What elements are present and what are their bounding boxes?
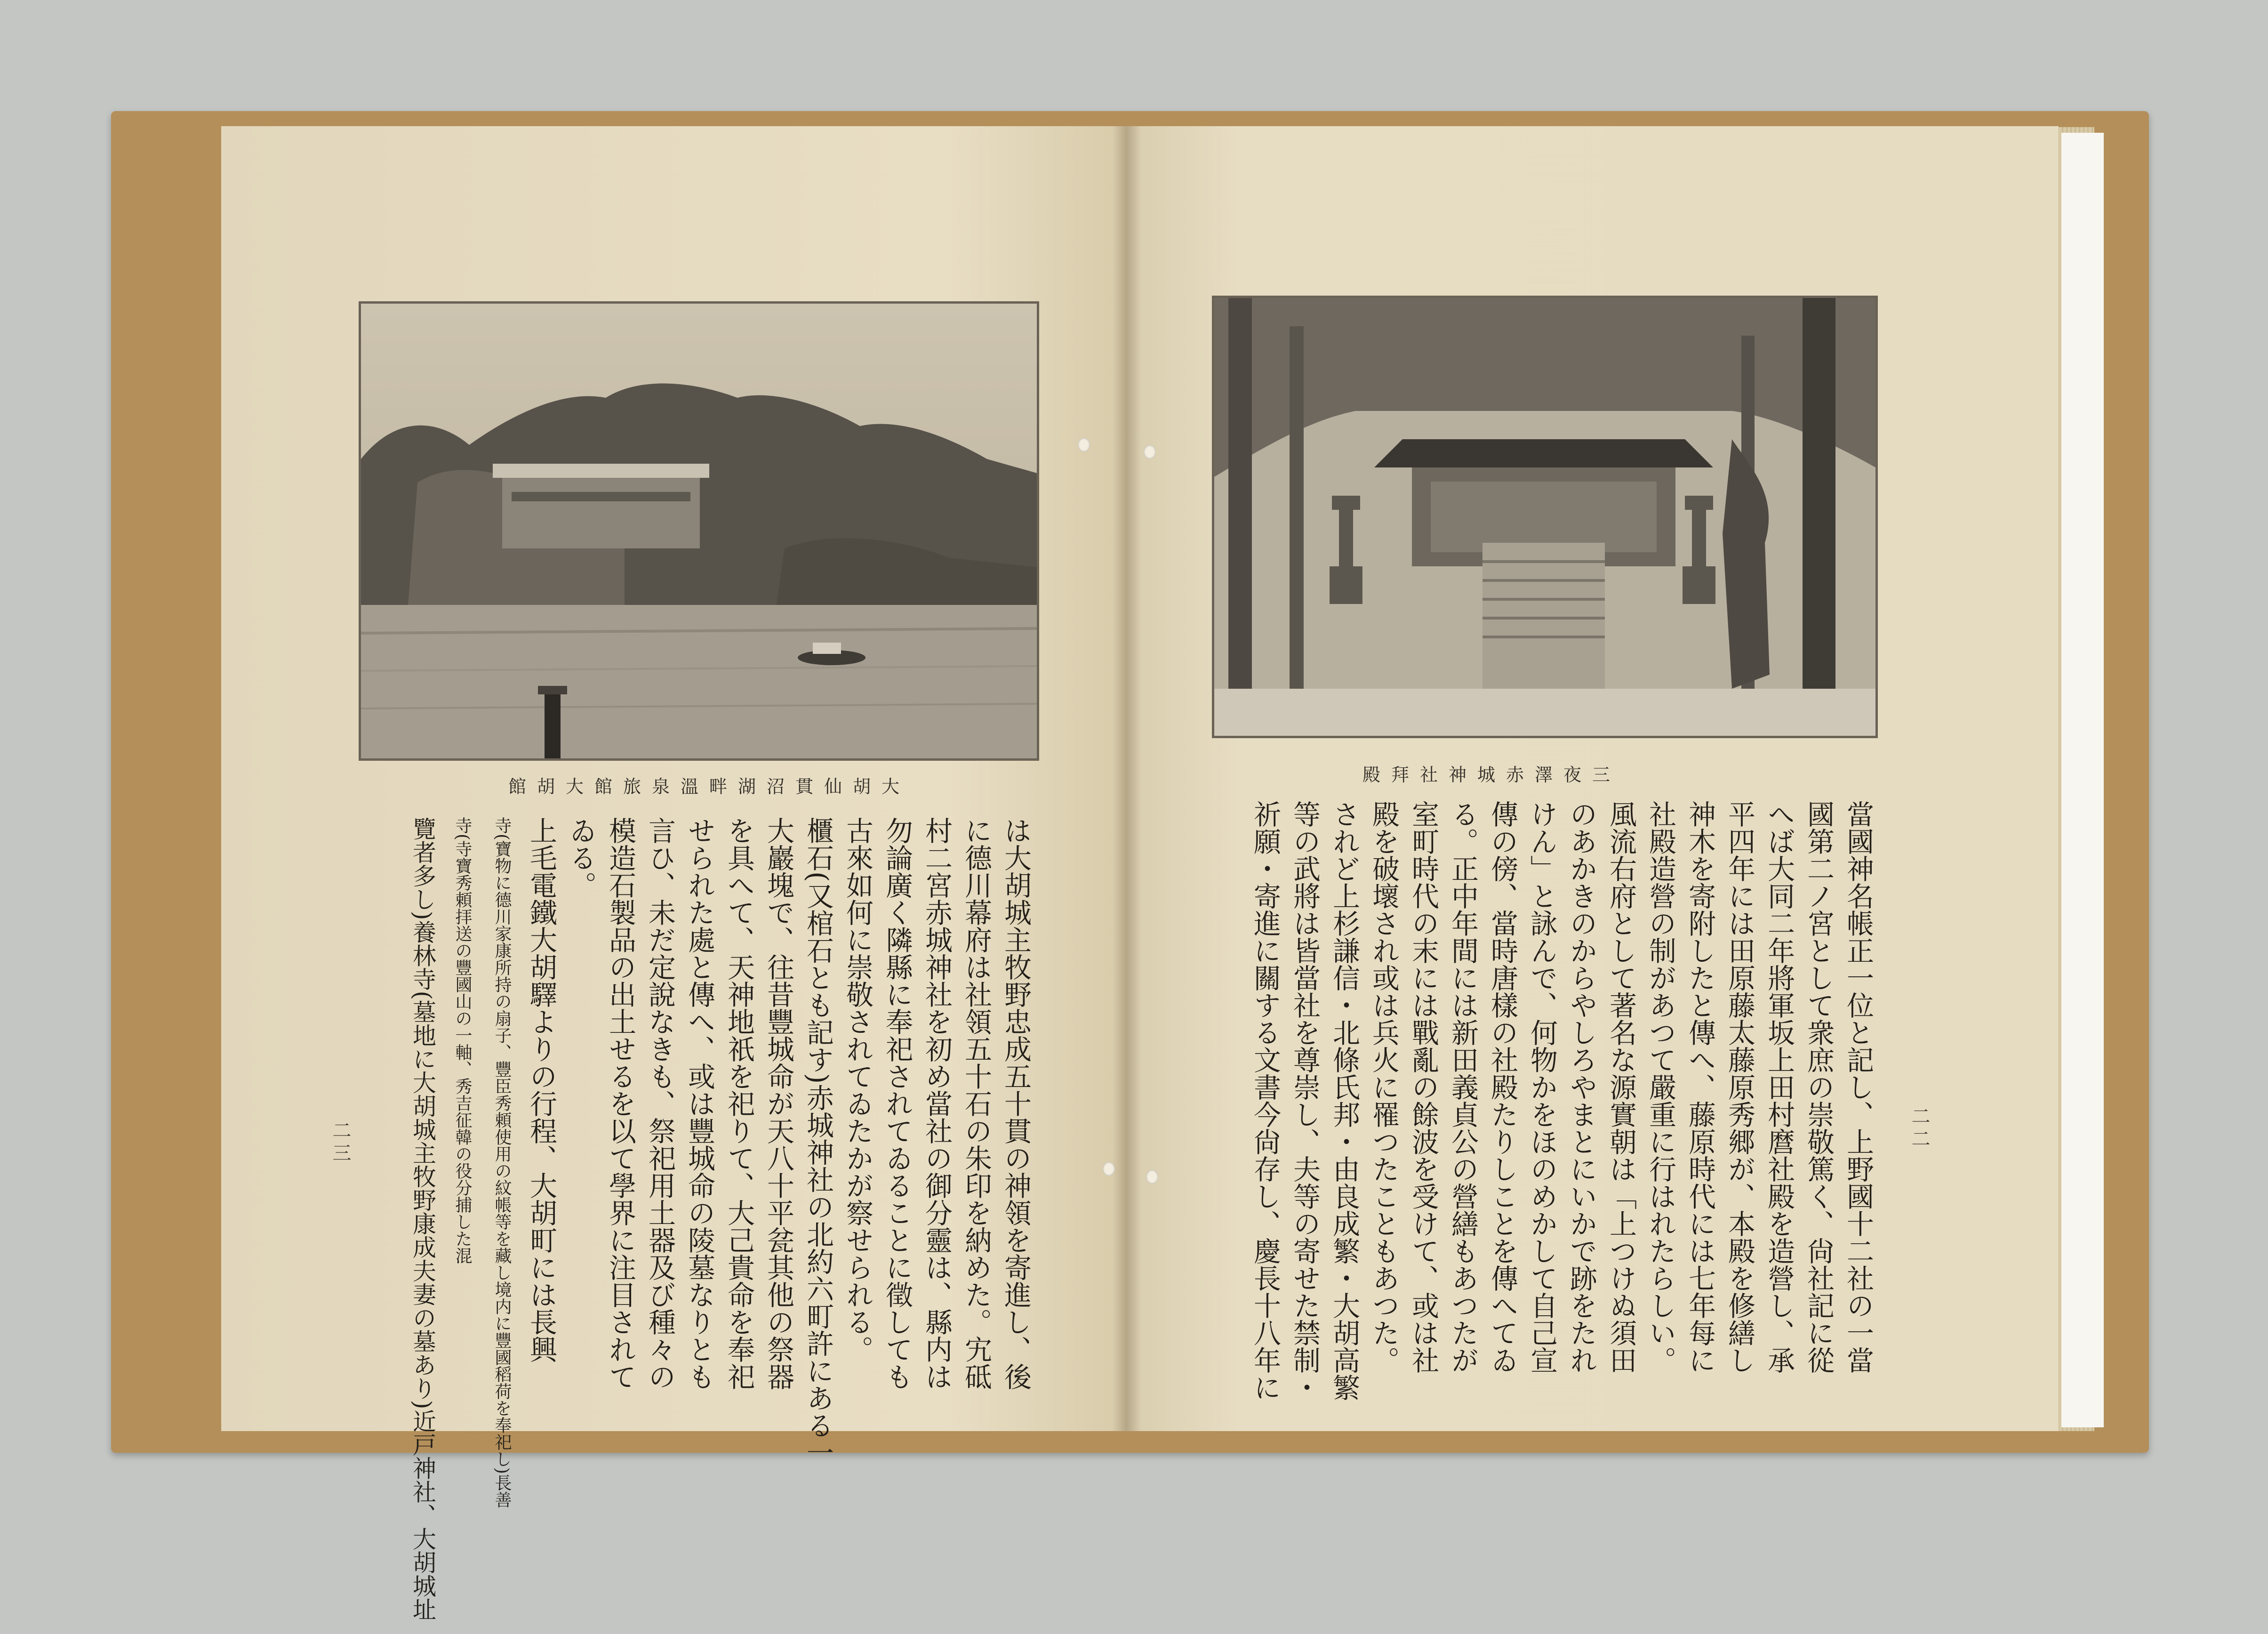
binding-hole <box>1078 438 1090 452</box>
text-line: 平四年には田原藤太藤原秀郷が、本殿を修繕し <box>1723 800 1755 1374</box>
text-line: 國第二ノ宮として衆庶の崇敬篤く、尙社記に從 <box>1803 800 1835 1374</box>
right-page-number: 二二 <box>1908 1106 1930 1151</box>
lake-ryokan-photo <box>359 301 1039 761</box>
text-line: 傳の傍、當時唐樣の社殿たりしことを傳へてゐ <box>1486 800 1518 1374</box>
text-line: は大胡城主牧野忠成五十貫の神領を寄進し、後 <box>1000 817 1032 1390</box>
text-line: ゐる。 <box>565 817 597 899</box>
text-line: 勿論廣く隣縣に奉祀されてゐることに徵しても <box>881 817 913 1390</box>
text-line: に德川幕府は社領五十石の朱印を納めた。宄砥 <box>960 817 992 1390</box>
text-line: を具へて、天神地祇を祀りて、大己貴命を奉祀 <box>723 817 755 1390</box>
text-line: 社殿造營の制があつて嚴重に行はれたらしい。 <box>1644 800 1676 1374</box>
right-page-text <box>1210 800 1878 1401</box>
text-line: 寺(寺寶秀頼拝送の豐國山の一軸、秀吉征韓の役分捕した混 <box>453 817 472 1264</box>
text-line: せられた處と傳へ、或は豐城命の陵墓なりとも <box>683 817 715 1390</box>
text-line: 室町時代の末には戰亂の餘波を受けて、或は社 <box>1407 800 1439 1374</box>
text-line: 寺(寶物に德川家康所持の扇子、豐臣秀頼使用の紋帳等を藏し境内に豐國稻荷を奉祀し)長善 <box>492 817 512 1508</box>
right-photo-caption: 殿拜社神城赤澤夜三 <box>1362 765 1621 785</box>
text-line: 言ひ、未だ定說なきも、祭祀用土器及び種々の <box>644 817 676 1390</box>
text-line: 殿を破壞され或は兵火に罹つたこともあつた。 <box>1368 800 1400 1374</box>
text-line: 風流右府として著名な源實朝は「上つけぬ須田 <box>1605 800 1637 1374</box>
text-line: 古來如何に崇敬されてゐたかが察せられる。 <box>841 817 874 1363</box>
left-page-number: 二三 <box>329 1120 351 1166</box>
book-gutter <box>1113 126 1141 1431</box>
text-line: されど上杉謙信・北條氏邦・由良成繁・大胡高繁 <box>1328 800 1360 1401</box>
text-line: 上毛電鐵大胡驛よりの行程、大胡町には長興 <box>525 817 557 1363</box>
text-line: 當國神名帳正一位と記し、上野國十二社の一當 <box>1842 800 1874 1374</box>
left-photo-caption: 館胡大館旅泉溫畔湖沼貫仙胡大 <box>508 776 911 797</box>
text-line: のあかきのからやしろやまとにいかで跡をたれ <box>1565 800 1597 1374</box>
text-line: 櫃石(又棺石とも記す)赤城神社の北約六町許にある一 <box>802 817 834 1466</box>
left-page-text <box>358 817 1035 1621</box>
binding-hole <box>1103 1162 1115 1176</box>
text-line: 等の武將は皆當社を尊崇し、夫等の寄せた禁制・ <box>1289 800 1321 1401</box>
text-line: 神木を寄附したと傳へ、藤原時代には七年每に <box>1684 800 1716 1374</box>
text-line: 覽者多し)養林寺(墓地に大胡城主牧野康成夫妻の墓あり)近戸神社、大胡城址 <box>409 817 436 1621</box>
shrine-hall-photo <box>1212 296 1878 738</box>
text-line: 村二宮赤城神社を初め當社の御分靈は、縣内は <box>921 817 953 1390</box>
endpaper <box>2061 133 2104 1427</box>
text-line: る。正中年間には新田義貞公の營繕もあつたが <box>1447 800 1479 1374</box>
binding-hole <box>1144 445 1156 459</box>
text-line: けん」と詠んで、何物かをほのめかして自己宣 <box>1526 800 1558 1374</box>
text-line: 祈願・寄進に關する文書今尙存し、慶長十八年に <box>1249 800 1281 1401</box>
binding-hole <box>1146 1170 1158 1184</box>
text-line: へば大同二年將軍坂上田村麿社殿を造營し、承 <box>1763 800 1795 1374</box>
text-line: 大巖塊で、往昔豐城命が天八十平瓫其他の祭器 <box>762 817 794 1390</box>
text-line: 模造石製品の出土せるを以て學界に注目されて <box>604 817 636 1390</box>
